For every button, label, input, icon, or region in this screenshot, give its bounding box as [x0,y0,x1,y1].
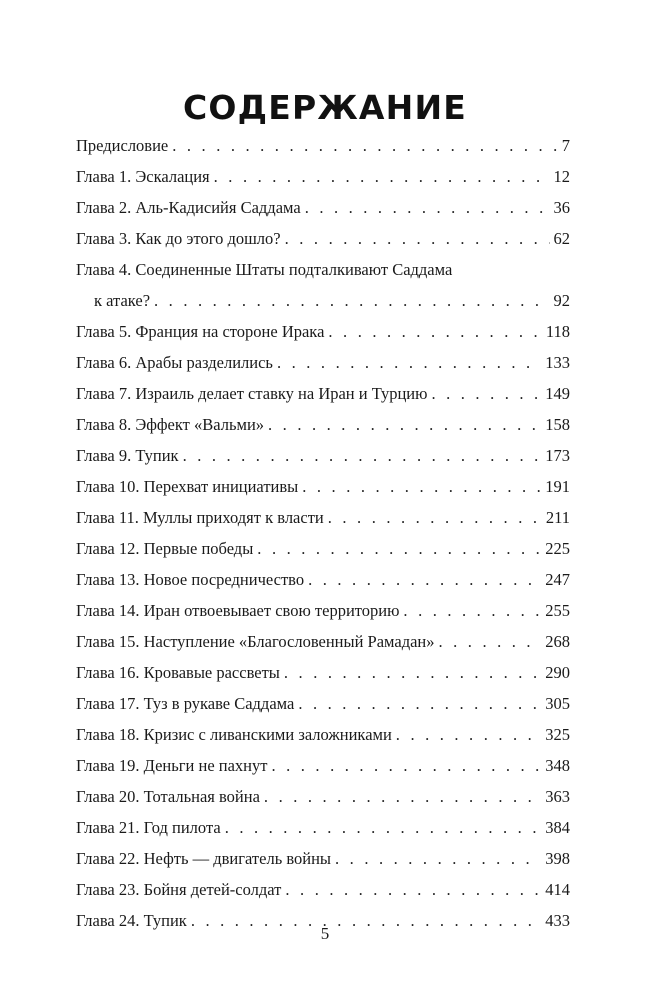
leader-dots [268,413,541,436]
toc-entry [76,351,570,382]
toc-entry-title: Глава 2. Аль-Кадисийя Саддама [76,198,301,217]
toc-entry-page: 62 [553,229,570,248]
toc-entry [76,506,570,537]
toc-entry [76,475,570,506]
toc-entry-page: 158 [545,415,570,434]
toc-entry-page: 211 [545,508,570,527]
leader-dots [308,568,541,591]
toc-entry-page: 191 [545,477,570,496]
toc-entry [76,816,570,847]
toc-entry [76,847,570,878]
toc-entry [76,661,570,692]
toc-entry-page: 398 [545,849,570,868]
toc-entry-page: 118 [545,322,570,341]
toc-entry-page: 92 [553,291,570,310]
leader-dots [154,289,549,312]
leader-dots [431,382,541,405]
toc-entry-page: 7 [561,136,570,155]
toc-entry [76,382,570,413]
leader-dots [285,878,541,901]
toc-entry [76,599,570,630]
toc-entry-page: 414 [545,880,570,899]
leader-dots [302,475,541,498]
toc-entry-title: Глава 1. Эскалация [76,167,210,186]
toc-entry-title: Глава 4. Соединенные Штаты подталкивают Саддама [76,260,453,279]
toc-entry-page: 325 [545,725,570,744]
toc-entry [76,258,570,320]
leader-dots [396,723,541,746]
toc-entry-title: Глава 5. Франция на стороне Ирака [76,322,325,341]
toc-entry [76,537,570,568]
toc-entry-page: 305 [545,694,570,713]
toc-entry [76,134,570,165]
leader-dots [277,351,541,374]
toc-entry-page: 133 [545,353,570,372]
toc-entry-title: Глава 11. Муллы приходят к власти [76,508,324,527]
toc-entry [76,320,570,351]
leader-dots [257,537,541,560]
leader-dots [271,754,541,777]
leader-dots [214,165,550,188]
leader-dots [172,134,558,157]
toc-entry [76,630,570,661]
toc-entry-page: 348 [545,756,570,775]
toc-entry-page: 36 [553,198,570,217]
leader-dots [285,227,550,250]
toc-entry-title: Глава 12. Первые победы [76,539,254,558]
toc-entry-page: 12 [553,167,570,186]
page-title: СОДЕРЖАНИЕ [182,88,468,128]
toc-entry-title: Глава 6. Арабы разделились [76,353,273,372]
toc-entry-page: 225 [545,539,570,558]
toc-entry-page: 268 [545,632,570,651]
toc-entry-title: Глава 9. Тупик [76,446,179,465]
leader-dots [284,661,541,684]
toc-entry-title: Глава 20. Тотальная война [76,787,260,806]
toc-entry [76,165,570,196]
toc-entry-title: Глава 23. Бойня детей-солдат [76,880,282,899]
toc-entry-page: 173 [545,446,570,465]
leader-dots [328,320,541,343]
toc-entry-title: Глава 16. Кровавые рассветы [76,663,280,682]
toc-entry-page: 149 [545,384,570,403]
toc-entry-title-continuation: к атаке? [94,291,151,310]
toc-entry [76,444,570,475]
toc-entry [76,878,570,909]
toc-entry [76,692,570,723]
toc-entry [76,568,570,599]
toc-entry-title: Глава 10. Перехват инициативы [76,477,299,496]
toc-entry-page: 363 [545,787,570,806]
leader-dots [305,196,550,219]
toc-entry-page: 290 [545,663,570,682]
toc-entry [76,754,570,785]
toc-entry-title: Глава 8. Эффект «Вальми» [76,415,265,434]
toc-entry-page: 433 [545,911,570,930]
toc-entry-title: Предисловие [76,136,169,155]
leader-dots [183,444,542,467]
leader-dots [264,785,541,808]
toc-entry-title: Глава 14. Иран отвоевывает свою территорию [76,601,400,620]
toc-entry-title: Глава 18. Кризис с ливанскими заложниками [76,725,392,744]
leader-dots [298,692,541,715]
table-of-contents [76,134,570,940]
toc-entry [76,723,570,754]
leader-dots [225,816,542,839]
toc-entry [76,785,570,816]
toc-entry-title: Глава 19. Деньги не пахнут [76,756,268,775]
leader-dots [439,630,542,653]
toc-entry-page: 255 [545,601,570,620]
leader-dots [403,599,541,622]
leader-dots [335,847,541,870]
toc-entry-title: Глава 15. Наступление «Благословенный Рамадан» [76,632,435,651]
toc-entry-page: 384 [545,818,570,837]
toc-entry-page: 247 [545,570,570,589]
toc-entry [76,227,570,258]
toc-entry-title: Глава 7. Израиль делает ставку на Иран и Турцию [76,384,428,403]
toc-entry-title: Глава 22. Нефть — двигатель войны [76,849,332,868]
page-number: 5 [320,924,330,943]
toc-entry [76,413,570,444]
toc-entry-title: Глава 24. Тупик [76,911,187,930]
toc-entry-title: Глава 21. Год пилота [76,818,221,837]
toc-entry-title: Глава 13. Новое посредничество [76,570,305,589]
toc-entry [76,196,570,227]
leader-dots [328,506,542,529]
toc-entry-title: Глава 17. Туз в рукаве Саддама [76,694,295,713]
toc-entry-title: Глава 3. Как до этого дошло? [76,229,281,248]
